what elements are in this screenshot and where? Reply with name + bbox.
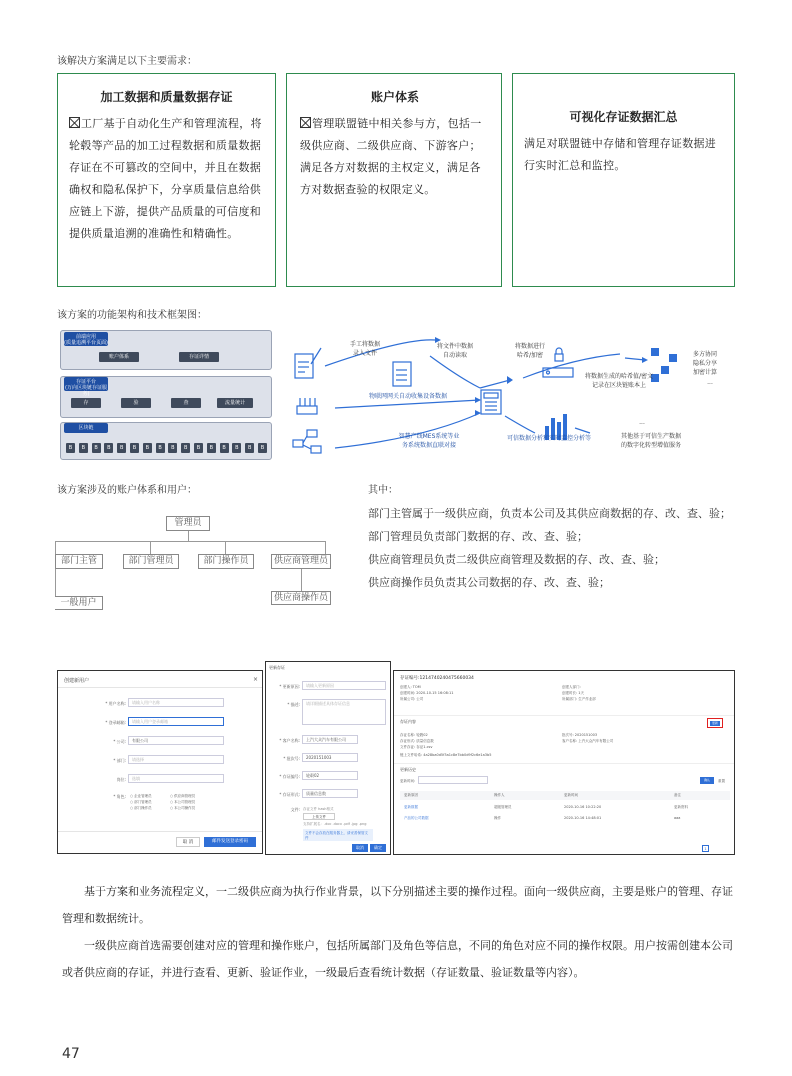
filter-label: 更新时间: <box>400 779 416 783</box>
field-label: * 用户名称: <box>105 701 126 706</box>
block-chip: B <box>130 443 139 453</box>
record-no-input[interactable]: 轮毂02 <box>302 771 358 780</box>
field-label: 文件: <box>290 807 300 812</box>
block-chip: B <box>258 443 267 453</box>
flow-label-value-added: 其他基于可信生产数据 的数字化转型增值服务 <box>620 433 681 449</box>
flow-diagram <box>285 318 745 468</box>
block-chip: B <box>79 443 88 453</box>
block-chip: B <box>66 443 75 453</box>
role-item: 供应商管理员负责二级供应商管理及数据的存、改、查、验； <box>368 553 665 566</box>
calculator-icon <box>481 390 501 414</box>
router-icon <box>297 398 317 414</box>
box-title: 可视化存证数据汇总 <box>569 110 678 124</box>
role-item: 部门管理员负责部门数据的存、改、查、验； <box>368 530 588 543</box>
field-label: * 更新原因: <box>279 684 300 689</box>
filter-confirm-button[interactable]: 确认 <box>700 777 714 784</box>
field-label: * 公司: <box>113 739 126 744</box>
flow-label-mes: 智慧产线MES系统等业 务系统数据直联对接 <box>398 433 460 449</box>
role-option[interactable]: ○ 部门管理员 <box>130 800 152 804</box>
org-node-general-user: 一般用户 <box>55 596 103 610</box>
chip-account: 账户体系 <box>99 352 139 362</box>
table-header: 更新时间 <box>564 793 578 797</box>
chip-detail: 存证详情 <box>179 352 219 362</box>
block-chip: B <box>181 443 190 453</box>
create-user-dialog <box>57 670 263 854</box>
table-cell: 超级管理员 <box>494 805 512 809</box>
table-cell: 操作 <box>494 816 501 820</box>
block-chip: B <box>194 443 203 453</box>
platform-layer-tag: 存证平台 (万向区块链存证服务) <box>65 379 107 397</box>
block-chip: B <box>92 443 101 453</box>
role-option[interactable]: ○ 企业管理员 <box>130 794 152 798</box>
org-chart <box>55 512 345 612</box>
box-title: 加工数据和质量数据存证 <box>100 90 233 104</box>
chip-store: 存 <box>71 398 101 408</box>
requirement-box-visual <box>512 73 735 287</box>
meta-item: 创建人部门: <box>562 685 581 689</box>
field-label: * 存证编号: <box>279 774 300 779</box>
record-detail-panel <box>393 670 735 855</box>
body-text <box>62 878 737 986</box>
table-cell[interactable]: 更新数据 <box>404 805 418 809</box>
box-text: 管理联盟链中相关参与方，包括一级供应商、二级供应商、下游客户；满足各方对数据的主权定义，满足各方对数据查验的权限定义。 <box>300 117 482 196</box>
field-label: * 客户名称: <box>279 738 300 743</box>
file-icon <box>393 362 411 386</box>
email-input[interactable]: 请输入用户登录邮箱 <box>128 717 224 726</box>
block-chip: B <box>220 443 229 453</box>
page-number: 47 <box>62 1046 80 1062</box>
field-label: * 描述: <box>287 702 300 707</box>
form-select[interactable]: 质量信息数 <box>302 789 358 798</box>
flow-label-onchain: 将数据生成的哈希值/密文 记录在区块链账本上 <box>584 373 654 389</box>
block-chip: B <box>143 443 152 453</box>
upload-formats: 支持扩展名：.doc .docx .pdf .jpg .png <box>303 822 367 826</box>
panel-title: 更新存证 <box>269 665 285 670</box>
role-item: 部门主管属于一级供应商，负责本公司及其供应商数据的存、改、查、验； <box>368 507 731 520</box>
role-option[interactable]: ○ 本公司管理员 <box>170 800 196 804</box>
meta-item: 创建人: TOM <box>400 685 421 689</box>
org-node-supplier-admin: 供应商管理员 <box>271 554 331 569</box>
roles-intro: 其中： <box>368 485 398 496</box>
content-item: 批次号: 2020151003 <box>562 733 598 737</box>
table-cell: aaa <box>674 816 681 820</box>
pagination-page[interactable]: 1 <box>702 845 709 852</box>
requirements-intro: 该解决方案满足以下主要需求： <box>57 56 197 67</box>
customer-input[interactable]: 上汽大众汽车有限公司 <box>302 735 358 744</box>
update-record-panel <box>265 661 391 855</box>
table-cell[interactable]: 产品的公司数据 <box>404 816 429 820</box>
notice-banner: 文件不会存放在服务器上，请妥善保管文件 <box>303 829 373 841</box>
requirement-box-accounts <box>286 73 502 287</box>
chip-verify: 验 <box>121 398 151 408</box>
cancel-button[interactable]: 取 消 <box>176 837 200 847</box>
dialog-title: 创建新用户 <box>64 678 90 684</box>
description-textarea[interactable]: 请详细描述具体存证信息 <box>302 699 386 725</box>
content-item: 文件存证: 存证1.csv <box>400 745 433 749</box>
block-chip: B <box>117 443 126 453</box>
block-chip: B <box>168 443 177 453</box>
org-node-dept-admin: 部门管理员 <box>123 554 179 569</box>
table-header: 更新原因 <box>404 793 418 797</box>
content-item: 客户名称: 上汽大众汽车有限公司 <box>562 739 614 743</box>
role-option[interactable]: ○ 本公司操作员 <box>170 806 196 810</box>
username-input[interactable]: 请输入用户名称 <box>128 698 224 707</box>
flow-label-iot: 物联网网关自动收集设备数据 <box>368 393 447 400</box>
architecture-intro: 该方案的功能架构和技术框架图： <box>57 310 207 321</box>
org-node-supplier-operator: 供应商操作员 <box>271 591 331 605</box>
checkbox-icon <box>300 117 311 128</box>
file-hint: 存证文件 hash格式 <box>303 807 334 811</box>
paragraph: 基于方案和业务流程定义，一二级供应商为执行作业背景，以下分别描述主要的操作过程。面向一级供应商，主要是账户的管理、存证管理和数据统计。 <box>62 885 733 925</box>
flow-label-auto-read: 将文件中数据 自动读取 <box>436 343 473 359</box>
field-label: * 部门: <box>113 758 126 763</box>
reason-input[interactable]: 请输入更新原因 <box>302 681 386 690</box>
table-header: 操作人 <box>494 793 505 797</box>
requirement-box-data <box>57 73 276 287</box>
paragraph: 一级供应商首选需要创建对应的管理和操作账户，包括所属部门及角色等信息，不同的角色对应不同的操作权限。用户按需创建本公司或者供应商的存证，并进行查看、更新、验证作业，一级最后查看统计数据（存证数量、验证数量等内容）。 <box>62 939 733 979</box>
table-header: 备注 <box>674 793 681 797</box>
position-input[interactable]: 选填 <box>128 774 224 783</box>
blockchain-layer-tag: 区块链 <box>64 423 108 433</box>
meta-item: 所属部门: 生产作业部 <box>562 697 596 701</box>
upload-button[interactable]: 上传文件 <box>303 813 335 820</box>
company-select[interactable]: 有限公司 <box>128 736 224 745</box>
confirm-button[interactable]: 确定 <box>370 844 386 852</box>
flow-label-hash: 将数据进行 哈希/加密 <box>514 343 545 359</box>
org-node-admin: 管理员 <box>166 516 210 531</box>
department-select[interactable]: 请选择 <box>128 755 224 764</box>
reset-button[interactable]: 重置 <box>718 779 725 783</box>
accounts-intro: 该方案涉及的账户体系和用户： <box>57 485 197 496</box>
send-password-button[interactable]: 邮件发送登录密码 <box>204 837 256 847</box>
section-content-title: 存证内容 <box>400 719 416 724</box>
block-chip: B <box>245 443 254 453</box>
close-icon[interactable]: × <box>253 676 259 683</box>
flow-label-manual: 手工将数据 录入文件 <box>349 341 380 357</box>
field-label: * 批次号: <box>283 756 300 761</box>
field-label: * 角色: <box>113 794 126 799</box>
box-title: 账户体系 <box>370 90 419 104</box>
cancel-button[interactable]: 取消 <box>352 844 368 852</box>
meta-item: 创建时间: 2020-10-15 16:08:11 <box>400 691 454 695</box>
document-pen-icon <box>295 348 321 378</box>
block-chip: B <box>232 443 241 453</box>
architecture-diagram <box>57 328 275 462</box>
table-cell: 2020-10-16 10:22:20 <box>564 805 602 809</box>
date-range-input[interactable] <box>418 776 488 784</box>
section-history-title: 更新历史 <box>400 767 416 772</box>
org-node-dept-head: 部门主管 <box>55 554 103 569</box>
record-header: 存证编号:1214740240475660034 <box>400 676 474 681</box>
role-option[interactable]: ○ 部门操作员 <box>130 806 152 810</box>
frontend-layer-tag: 前端应用 (质量追溯平台页面) <box>64 334 108 346</box>
meta-item: 所属公司: 公司 <box>400 697 424 701</box>
chip-query: 查 <box>171 398 201 408</box>
checkbox-icon <box>69 117 80 128</box>
box-text: 满足对联盟链中存储和管理存证数据进行实时汇总和监控。 <box>524 137 717 172</box>
content-item: 存证名称: 轮毂02 <box>400 733 428 737</box>
roles-list <box>368 502 748 594</box>
table-cell: 2020-10-16 14:48:01 <box>564 816 602 820</box>
org-node-dept-operator: 部门操作员 <box>198 554 254 569</box>
flow-label-mpc: 多方协同 隐私分享 加密计算 <box>692 351 717 376</box>
field-label: * 登录邮箱: <box>105 720 126 725</box>
block-chip: B <box>156 443 165 453</box>
flow-ellipsis-2: ... <box>639 419 645 426</box>
role-option[interactable]: ○ 供应商管理员 <box>170 794 196 798</box>
update-button[interactable]: 更新 <box>711 721 718 725</box>
field-label: * 存证形式: <box>279 792 300 797</box>
meta-item: 创建时长: 1天 <box>562 691 585 695</box>
field-label: 岗位: <box>116 777 126 782</box>
flow-ellipsis-1: ... <box>707 379 713 386</box>
flow-label-analysis: 可信数据分析和实时监控分析等 <box>506 435 591 442</box>
block-chip: B <box>207 443 216 453</box>
role-item: 供应商操作员负责其公司数据的存、改、查、验； <box>368 576 610 589</box>
batch-input[interactable]: 2020151003 <box>302 753 358 762</box>
content-item: 存证形式: 质量信息数 <box>400 739 434 743</box>
box-text: 工厂基于自动化生产和管理流程，将轮毂等产品的加工过程数据和质量数据存证在不可篡改的空间中，并且在数据确权和隐私保护下，分享质量信息给供应链上下游，提供产品质量的可信度和提供质量追溯的准确性和精确性。 <box>69 117 262 240</box>
chip-stats: 流量统计 <box>217 398 253 408</box>
table-cell: 更新资料 <box>674 805 688 809</box>
network-icon <box>293 430 321 453</box>
content-item: 链上文件哈希: 4a28ba0d5f3a1c8e7bb0d9f2c6e1a3b5 <box>400 753 492 757</box>
block-chip: B <box>104 443 113 453</box>
